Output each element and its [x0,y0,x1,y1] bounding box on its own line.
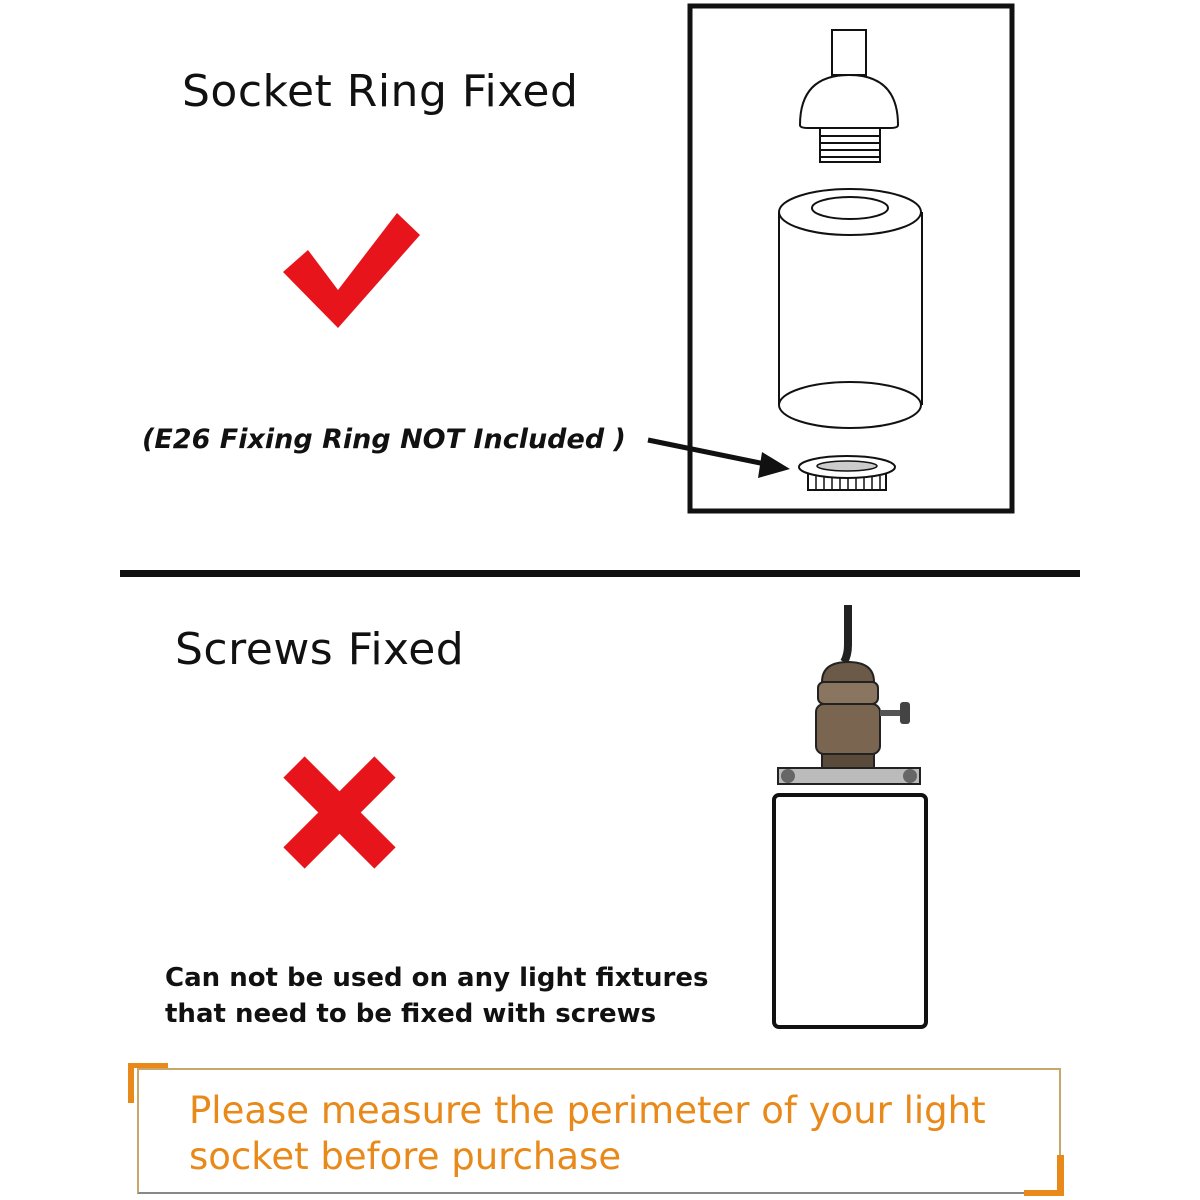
corner-accent-top-left-h [128,1063,168,1068]
corner-accent-bottom-right-h [1024,1190,1064,1196]
notice-line2: socket before purchase [189,1135,622,1178]
screw-socket-photo [760,600,940,1035]
section-title-screws: Screws Fixed [175,624,465,675]
screws-note [165,960,708,1032]
section-title-socket-ring: Socket Ring Fixed [182,66,579,117]
socket-ring-diagram [640,0,1040,525]
corner-accent-bottom-right [1057,1155,1064,1195]
notice-box [137,1068,1061,1194]
screws-note-line2: that need to be fixed with screws [165,999,657,1029]
screws-note-line1: Can not be used on any light fixtures [165,963,709,993]
cross-icon [282,755,397,870]
notice-line1: Please measure the perimeter of your light [189,1089,986,1132]
notice-text [189,1088,986,1180]
checkmark-icon [280,210,425,335]
section-divider [120,570,1080,577]
corner-accent-top-left [128,1063,134,1103]
fixing-ring-note: (E26 Fixing Ring NOT Included ) [142,424,626,455]
